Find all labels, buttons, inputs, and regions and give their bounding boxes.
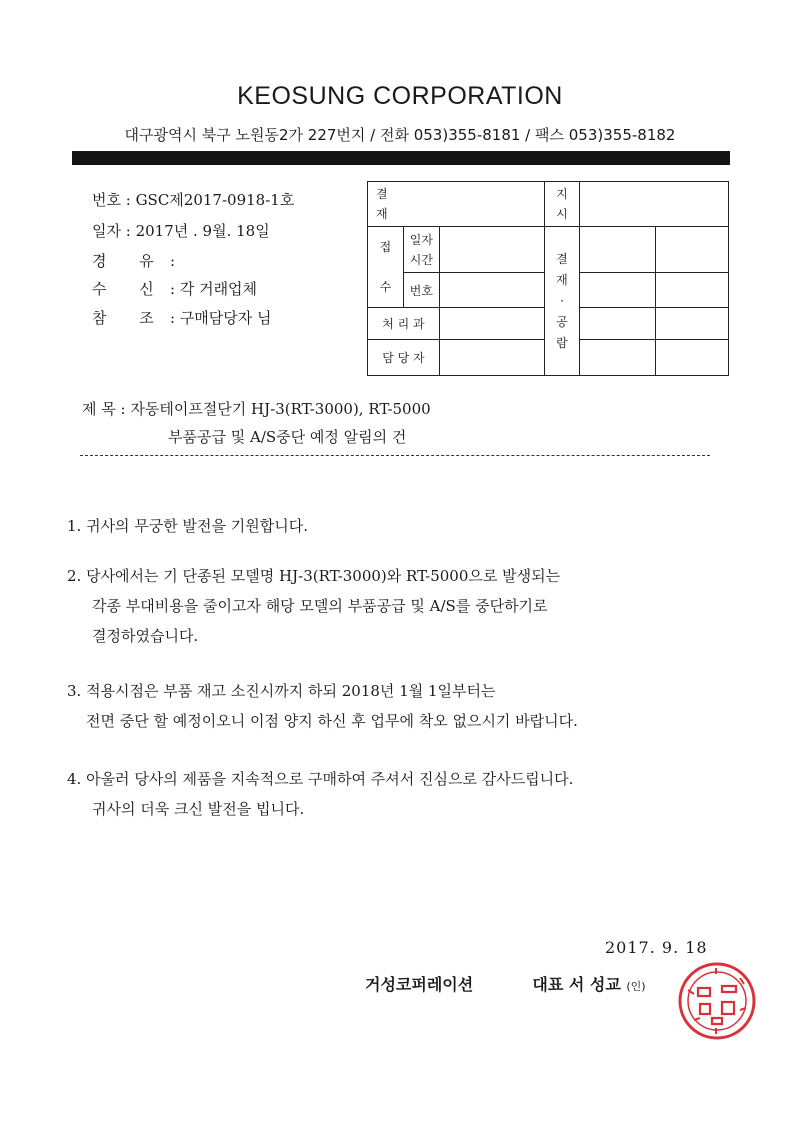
recipient-value: : 각 거래업체 bbox=[170, 280, 258, 298]
company-address: 대구광역시 북구 노원동2가 227번지 / 전화 053)355-8181 / 팩스 053)355-8182 bbox=[124, 126, 676, 144]
paragraph-3-line-1: 3. 적용시점은 부품 재고 소진시까지 하되 2018년 1월 1일부터는 bbox=[67, 682, 496, 700]
document-date: 일자 : 2017년 . 9월. 18일 bbox=[92, 222, 270, 240]
approval-slot bbox=[580, 340, 656, 376]
company-seal-icon bbox=[676, 960, 758, 1042]
issue-date: 2017. 9. 18 bbox=[605, 938, 708, 957]
dashed-separator bbox=[80, 455, 710, 456]
company-name: KEOSUNG CORPORATION bbox=[237, 82, 563, 110]
company-korean-name: 거성코퍼레이션 bbox=[365, 975, 474, 994]
subject-line-1 bbox=[82, 398, 431, 419]
approval-slot bbox=[656, 340, 729, 376]
approval-slot bbox=[580, 308, 656, 340]
jeopsu-label-cell: 접 수 bbox=[368, 227, 404, 308]
recipient-label: 수 신 bbox=[92, 280, 168, 298]
ilja-sigan-label-cell: 일자 시간 bbox=[403, 227, 439, 273]
via-row bbox=[92, 250, 175, 271]
paragraph-2-line-1: 2. 당사에서는 기 단종된 모델명 HJ-3(RT-3000)와 RT-5000으로 발생되는 bbox=[67, 567, 561, 585]
paragraph-1: 1. 귀사의 무궁한 발전을 기원합니다. bbox=[67, 517, 309, 535]
paragraph-3-line-2: 전면 중단 할 예정이오니 이점 양지 하신 후 업무에 착오 없으시기 바랍니다. bbox=[86, 712, 578, 730]
reference-row bbox=[92, 307, 272, 328]
cheorigwa-label-cell: 처 리 과 bbox=[368, 308, 440, 340]
damdangja-label-cell: 담 당 자 bbox=[368, 340, 440, 376]
gyeoljae-cell: 결 재 bbox=[368, 182, 545, 227]
beonho-label-cell: 번호 bbox=[403, 273, 439, 308]
subject-label: 제 목 : bbox=[82, 400, 126, 418]
document-number: 번호 : GSC제2017-0918-1호 bbox=[92, 191, 295, 209]
jisi-label-cell: 지 시 bbox=[544, 182, 580, 227]
ceo-name: 대표 서 성교 bbox=[532, 975, 621, 994]
damdangja-value-cell bbox=[439, 340, 544, 376]
paragraph-2-line-3: 결정하였습니다. bbox=[92, 627, 199, 645]
beonho-value-cell bbox=[439, 273, 544, 308]
via-label: 경 유 bbox=[92, 252, 168, 270]
cheorigwa-value-cell bbox=[439, 308, 544, 340]
subject-text: 자동테이프절단기 HJ-3(RT-3000), RT-5000 bbox=[130, 400, 431, 418]
jisi-value-cell bbox=[580, 182, 729, 227]
seal-mark: (인) bbox=[626, 980, 646, 993]
via-value: : bbox=[170, 252, 176, 270]
paragraph-4-line-1: 4. 아울러 당사의 제품을 지속적으로 구매하여 주셔서 진심으로 감사드립니다. bbox=[67, 770, 574, 788]
approval-slot bbox=[656, 227, 729, 273]
reference-label: 참 조 bbox=[92, 309, 168, 327]
approval-table bbox=[367, 181, 729, 376]
ilja-sigan-value-cell bbox=[439, 227, 544, 273]
signature-line bbox=[365, 972, 646, 995]
gyeoljae-gongram-label-cell: 결 재 · 공 람 bbox=[544, 227, 580, 376]
recipient-row bbox=[92, 278, 257, 299]
paragraph-4-line-2: 귀사의 더욱 크신 발전을 빕니다. bbox=[92, 800, 305, 818]
approval-slot bbox=[580, 227, 656, 273]
paragraph-2-line-2: 각종 부대비용을 줄이고자 해당 모델의 부품공급 및 A/S를 중단하기로 bbox=[92, 597, 548, 615]
subject-line-2: 부품공급 및 A/S중단 예정 알림의 건 bbox=[168, 428, 407, 446]
approval-slot bbox=[656, 308, 729, 340]
approval-slot bbox=[580, 273, 656, 308]
approval-slot bbox=[656, 273, 729, 308]
header-divider bbox=[72, 151, 730, 165]
reference-value: : 구매담당자 님 bbox=[170, 309, 272, 327]
